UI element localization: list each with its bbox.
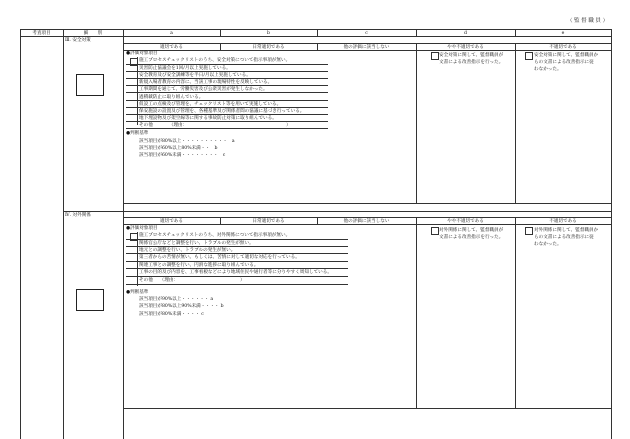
item-text: 新規入場者教育の内容に、当該工事の現場特性を反映している。 [139,80,273,85]
e-text: わなかった。 [534,241,562,247]
item-text: 工事期間を通じて、労働災害及び公衆災害が発生しなかった。 [139,87,268,92]
criteria-line: 該当項目が90%以上・・・・・・ a [139,296,214,302]
header-col-e: e [561,30,565,36]
section-title: Ⅳ. 対外関係 [65,213,91,218]
header-col-b: b [267,30,270,36]
header-item: 考査項目 [32,30,51,36]
item-text: 安全教育及び安全訓練等を半日/月以上実施している。 [139,72,251,78]
e-text: らの文書による改善指示に従 [534,234,594,240]
d-text: 文書による改善指示を行った。 [439,234,504,240]
e-text: らの文書による改善指示に従 [534,59,594,65]
eval-label-d: やや不適切である [447,218,484,224]
item-text: 第三者からの苦情が無い。もしくは、苦情に対して適切な対応を行っている。 [139,255,300,260]
e-text: 対外関係に関して、監督職員か [534,227,599,233]
e-text: 安全対策に関して、監督職員か [534,52,599,58]
criteria-line: 該当項目が60%未満・・・・・・・・ c [139,153,226,158]
e-checkbox[interactable] [525,227,533,235]
criteria-line: 該当項目が60%以上80%未満・・ b [139,146,218,151]
item-text: 関係官公庁などと調整を行い、トラブルの発生が無い。 [139,240,254,246]
items-title: ●評価対象項目 [126,226,158,231]
eval-label-a: 適切である [160,44,183,50]
eval-label-e: 不適切である [549,44,577,50]
eval-label-d: やや不適切である [447,44,484,50]
criteria-line: 該当項目が80%以上90%未満・・・・ b [139,304,224,309]
score-box[interactable] [76,74,104,96]
item-text: 施工プロセスチェックリストのうち、対外関係について指示事項が無い。 [139,233,291,238]
item-text: 施工プロセスチェックリストのうち、安全対策について指示事項が無い。 [139,58,291,63]
eval-label-a: 適切である [160,218,183,224]
role-label: （ 監 督 職 員 ） [567,18,608,24]
item-text: 仮設工の点検及び管理を、チェックリスト等を用いて実施している。 [139,101,282,107]
e-text: わなかった。 [534,66,562,72]
item-text: 地元との調整を行い、トラブルの発生が無い。 [139,247,236,253]
eval-label-b: 日常適切である [252,218,285,224]
section-title: Ⅲ. 安全対策 [65,38,91,43]
eval-label-b: 日常適切である [252,44,285,50]
criteria-line: 該当項目が80%未満・・・・ c [139,311,204,317]
criteria-line: 該当項目が80%以上・・・・・・・・・・ a [139,139,235,144]
header-col-a: a [170,30,173,36]
eval-label-e: 不適切である [549,218,577,224]
item-text: 関連工事との調整を行い、円滑な進捗に取り組んでいる。 [139,262,259,268]
eval-label-c: 他の評価に該当しない [343,218,390,224]
item-text: 災害防止協議会を1回/月以上実施している。 [139,65,231,71]
header-detail: 細 別 [83,30,103,36]
item-text: 過積載防止に取り組んでいる。 [139,94,204,100]
d-text: 文書による改善指示を行った。 [439,59,504,65]
item-text: 工事の目的及び内容を、工事看板などにより地域住民や通行者等に分りやすく周知している。 [139,270,332,275]
d-text: 対外関係に関して、監督職員が [439,227,504,233]
e-checkbox[interactable] [525,52,533,60]
item-text: 保安施設の設置及び管理を、各種基準及び関係者間の協議に基づき行っている。 [139,108,305,114]
criteria-title: ●判断基準 [126,130,149,136]
header-col-c: c [365,30,368,36]
score-box[interactable] [76,289,104,311]
d-text: 安全対策に関して、監督職員が [439,52,504,58]
item-text: 地下埋設物及び架空線等に関する事故防止対策に取り組んでいる。 [139,116,277,121]
item-other: その他 （理由： ） [139,123,291,128]
item-other: その他 （理由： ） [139,278,245,283]
eval-label-c: 他の評価に該当しない [343,44,390,50]
header-col-d: d [464,30,467,36]
d-checkbox[interactable] [431,52,439,60]
criteria-title: ●判断基準 [126,290,149,295]
items-title: ●評価対象項目 [126,51,158,56]
d-checkbox[interactable] [431,227,439,235]
